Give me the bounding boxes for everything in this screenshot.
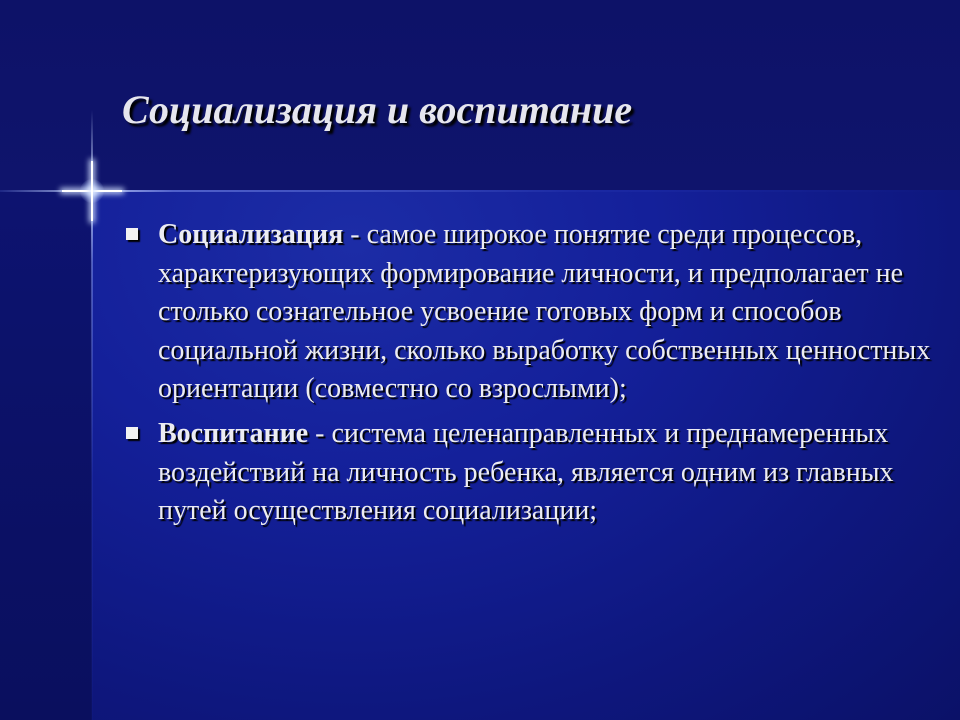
bullet-item-upbringing xyxy=(120,415,950,531)
slide-title: Социализация и воспитание xyxy=(122,87,633,132)
bullet-text: - самое широкое понятие среди процессов, характеризующих формирование личности, и предполагает не столько сознательное усвоение готовых форм и способов социальной жизни, сколько выработку собственных ценностных ориентации (совместно со взрослыми); xyxy=(158,219,931,405)
square-bullet-icon xyxy=(126,427,138,439)
bullet-item-socialization xyxy=(120,216,950,409)
bullet-text: - система целенаправленных и преднамеренных воздействий на личность ребенка, является одним из главных путей осуществления социализации; xyxy=(158,417,894,527)
slide-left-strip xyxy=(0,190,92,720)
bullet-list xyxy=(120,216,950,537)
square-bullet-icon xyxy=(126,228,138,240)
bullet-term: Воспитание xyxy=(158,417,309,449)
horizontal-accent-line xyxy=(0,190,960,192)
bullet-term: Социализация xyxy=(158,219,344,250)
